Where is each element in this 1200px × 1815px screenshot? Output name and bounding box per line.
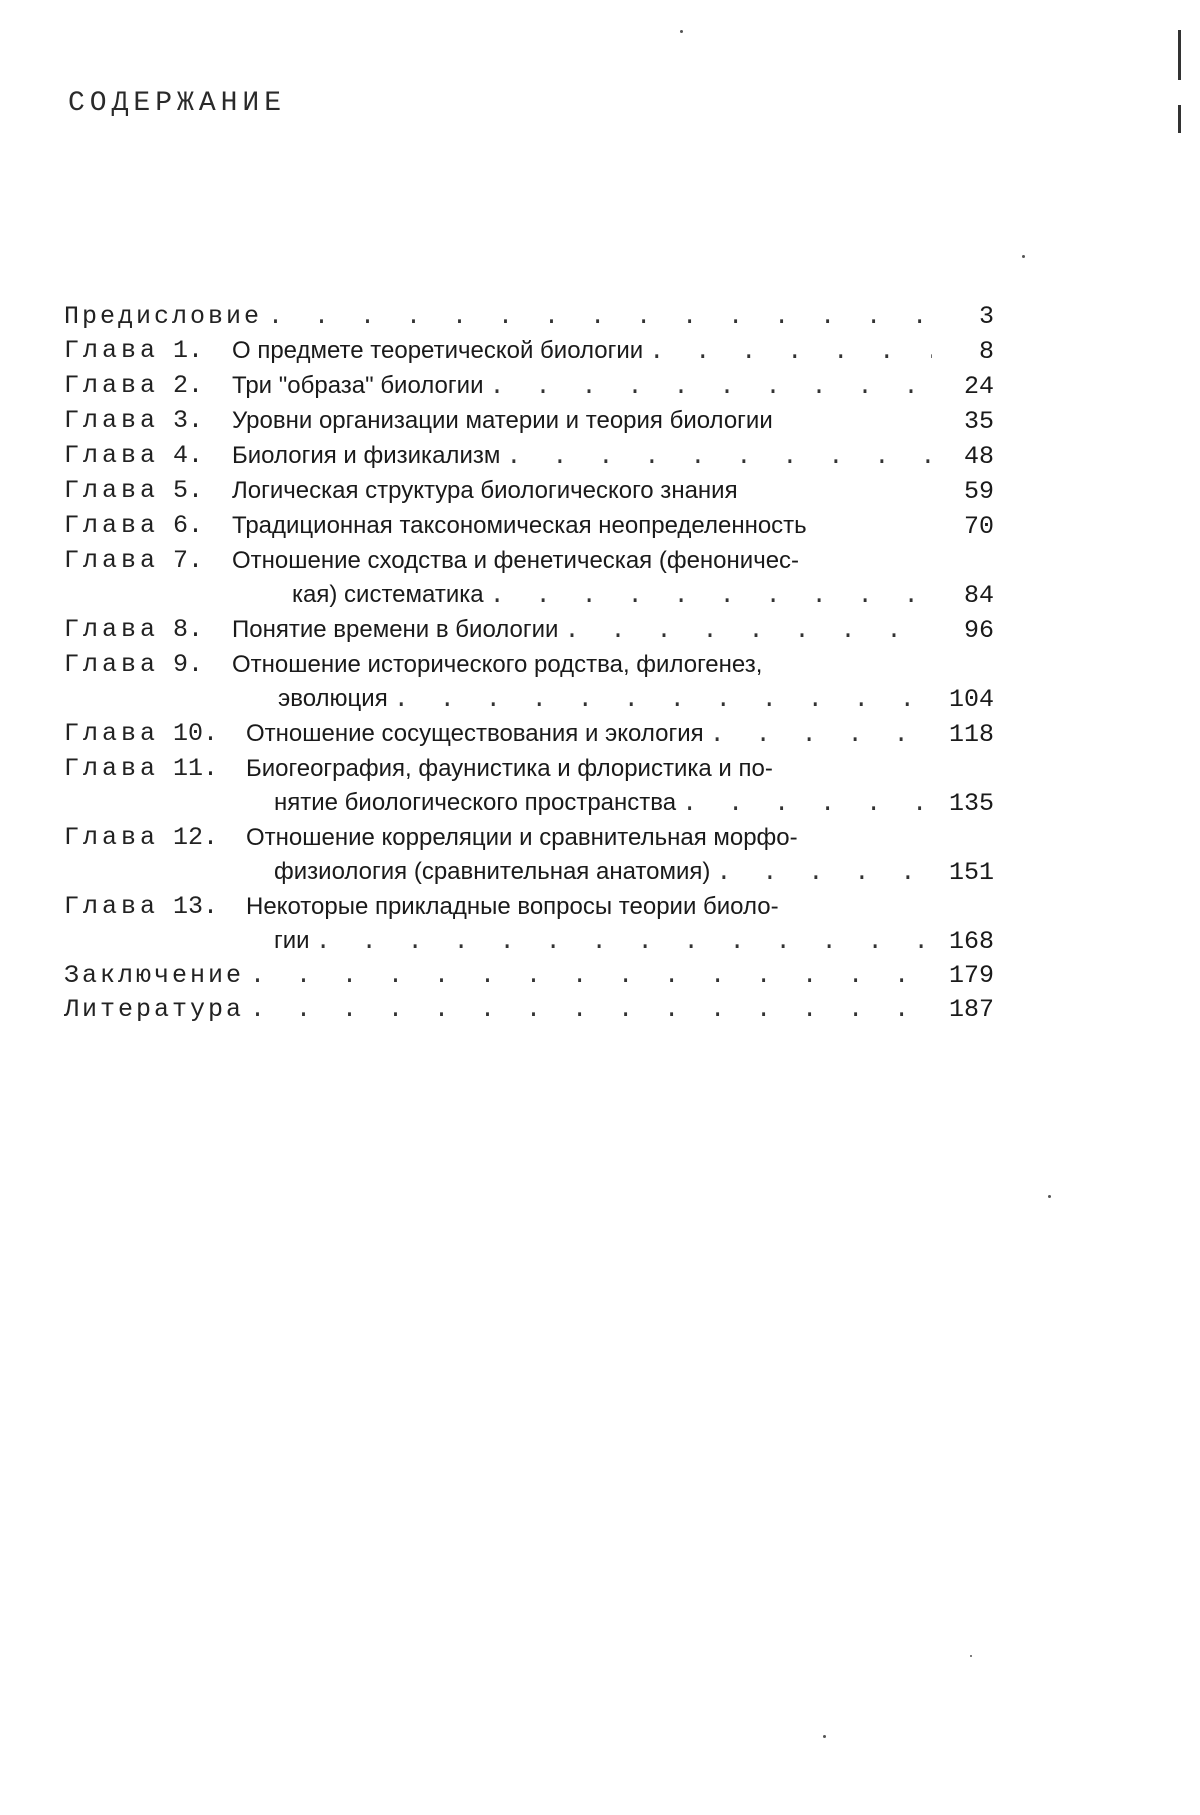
table-of-contents xyxy=(64,300,994,1027)
dot-leader xyxy=(716,856,932,890)
toc-page: 135 xyxy=(948,789,994,818)
toc-entry-literature[interactable] xyxy=(64,993,994,1027)
toc-entry-chapter-9[interactable] xyxy=(64,648,994,717)
toc-page: 118 xyxy=(948,720,994,749)
scan-edge-mark xyxy=(1178,30,1181,80)
toc-page: 70 xyxy=(963,512,994,541)
chapter-number: 12. xyxy=(173,823,219,852)
toc-entry-preface[interactable] xyxy=(64,300,994,334)
chapter-word: Глава xyxy=(64,336,160,365)
toc-page: 84 xyxy=(963,581,994,610)
chapter-number: 13. xyxy=(173,892,219,921)
toc-label-conclusion: Заключение xyxy=(64,961,245,990)
toc-title-continued: физиология (сравнительная анатомия) xyxy=(274,858,711,885)
toc-title: Отношение исторического родства, филогенез, xyxy=(232,651,763,678)
toc-entry-chapter-4[interactable] xyxy=(64,439,994,474)
toc-entry-chapter-1[interactable] xyxy=(64,334,994,369)
chapter-label xyxy=(64,613,232,647)
toc-entry-chapter-2[interactable] xyxy=(64,369,994,404)
toc-title-continued: кая) систематика xyxy=(292,581,484,608)
chapter-word: Глава xyxy=(64,615,160,644)
chapter-word: Глава xyxy=(64,511,160,540)
toc-entry-chapter-6[interactable] xyxy=(64,509,994,544)
dot-leader xyxy=(250,993,932,1027)
toc-title: Уровни организации материи и теория биологии xyxy=(232,407,773,434)
toc-page-preface: 3 xyxy=(978,302,994,331)
chapter-label xyxy=(64,821,246,855)
chapter-word: Глава xyxy=(64,754,160,783)
scan-speck xyxy=(823,1735,826,1738)
toc-page: 48 xyxy=(963,442,994,471)
chapter-word: Глава xyxy=(64,371,160,400)
chapter-label xyxy=(64,439,232,473)
chapter-word: Глава xyxy=(64,823,160,852)
chapter-number: 9. xyxy=(173,650,204,679)
chapter-number: 3. xyxy=(173,406,204,435)
toc-page: 35 xyxy=(963,407,994,436)
toc-entry-chapter-13[interactable] xyxy=(64,890,994,959)
toc-label-literature: Литература xyxy=(64,995,245,1024)
toc-title: Понятие времени в биологии xyxy=(232,616,559,643)
chapter-label xyxy=(64,717,246,751)
chapter-label xyxy=(64,544,232,578)
chapter-number: 11. xyxy=(173,754,219,783)
toc-page: 151 xyxy=(948,858,994,887)
chapter-label xyxy=(64,369,232,403)
chapter-label xyxy=(64,752,246,786)
chapter-number: 1. xyxy=(173,336,204,365)
toc-title: О предмете теоретической биологии xyxy=(232,337,644,364)
toc-title: Биология и физикализм xyxy=(232,442,501,469)
chapter-word: Глава xyxy=(64,650,160,679)
dot-leader xyxy=(564,614,932,648)
chapter-word: Глава xyxy=(64,892,160,921)
toc-title-continued: нятие биологического пространства xyxy=(274,789,677,816)
toc-title: Логическая структура биологического знания xyxy=(232,477,738,504)
toc-title-continued: гии xyxy=(274,927,310,954)
chapter-number: 6. xyxy=(173,511,204,540)
dot-leader xyxy=(710,718,932,752)
dot-leader xyxy=(490,579,932,613)
toc-entry-chapter-10[interactable] xyxy=(64,717,994,752)
toc-title: Традиционная таксономическая неопределенность xyxy=(232,512,807,539)
dot-leader xyxy=(316,925,932,959)
scan-speck xyxy=(1048,1195,1051,1198)
toc-page-conclusion: 179 xyxy=(948,961,994,990)
toc-page-literature: 187 xyxy=(948,995,994,1024)
toc-entry-chapter-7[interactable] xyxy=(64,544,994,613)
chapter-number: 5. xyxy=(173,476,204,505)
scan-speck xyxy=(970,1655,972,1657)
chapter-number: 7. xyxy=(173,546,204,575)
dot-leader xyxy=(489,370,932,404)
toc-label-preface: Предисловие xyxy=(64,302,263,331)
chapter-label xyxy=(64,890,246,924)
toc-entry-conclusion[interactable] xyxy=(64,959,994,993)
chapter-word: Глава xyxy=(64,441,160,470)
dot-leader xyxy=(394,683,932,717)
toc-page: 104 xyxy=(948,685,994,714)
scan-edge-mark xyxy=(1178,105,1181,133)
toc-title: Отношение корреляции и сравнительная морфо- xyxy=(246,824,798,851)
toc-title: Три "образа" биологии xyxy=(232,372,484,399)
toc-title-continued: эволюция xyxy=(278,685,388,712)
dot-leader xyxy=(268,300,932,334)
dot-leader xyxy=(682,787,932,821)
toc-title: Некоторые прикладные вопросы теории биоло- xyxy=(246,893,779,920)
chapter-word: Глава xyxy=(64,719,160,748)
toc-page: 59 xyxy=(963,477,994,506)
scan-speck xyxy=(680,30,683,33)
toc-entry-chapter-5[interactable] xyxy=(64,474,994,509)
chapter-label xyxy=(64,509,232,543)
toc-entry-chapter-11[interactable] xyxy=(64,752,994,821)
toc-page: 24 xyxy=(963,372,994,401)
scan-speck xyxy=(1022,255,1025,258)
chapter-word: Глава xyxy=(64,406,160,435)
chapter-label xyxy=(64,404,232,438)
page-heading: СОДЕРЖАНИЕ xyxy=(68,88,287,119)
toc-page: 96 xyxy=(963,616,994,645)
dot-leader xyxy=(506,440,932,474)
toc-entry-chapter-8[interactable] xyxy=(64,613,994,648)
chapter-word: Глава xyxy=(64,546,160,575)
chapter-label xyxy=(64,334,232,368)
dot-leader xyxy=(250,959,932,993)
toc-page: 8 xyxy=(978,337,994,366)
toc-page: 168 xyxy=(948,927,994,956)
chapter-label xyxy=(64,648,232,682)
toc-entry-chapter-3[interactable] xyxy=(64,404,994,439)
toc-title: Отношение сходства и фенетическая (феноничес- xyxy=(232,547,800,574)
chapter-word: Глава xyxy=(64,476,160,505)
dot-leader xyxy=(649,335,932,369)
chapter-number: 8. xyxy=(173,615,204,644)
chapter-number: 2. xyxy=(173,371,204,400)
chapter-number: 4. xyxy=(173,441,204,470)
chapter-label xyxy=(64,474,232,508)
chapter-number: 10. xyxy=(173,719,219,748)
toc-title: Биогеография, фаунистика и флористика и по- xyxy=(246,755,773,782)
toc-title: Отношение сосуществования и экология xyxy=(246,720,704,747)
toc-entry-chapter-12[interactable] xyxy=(64,821,994,890)
